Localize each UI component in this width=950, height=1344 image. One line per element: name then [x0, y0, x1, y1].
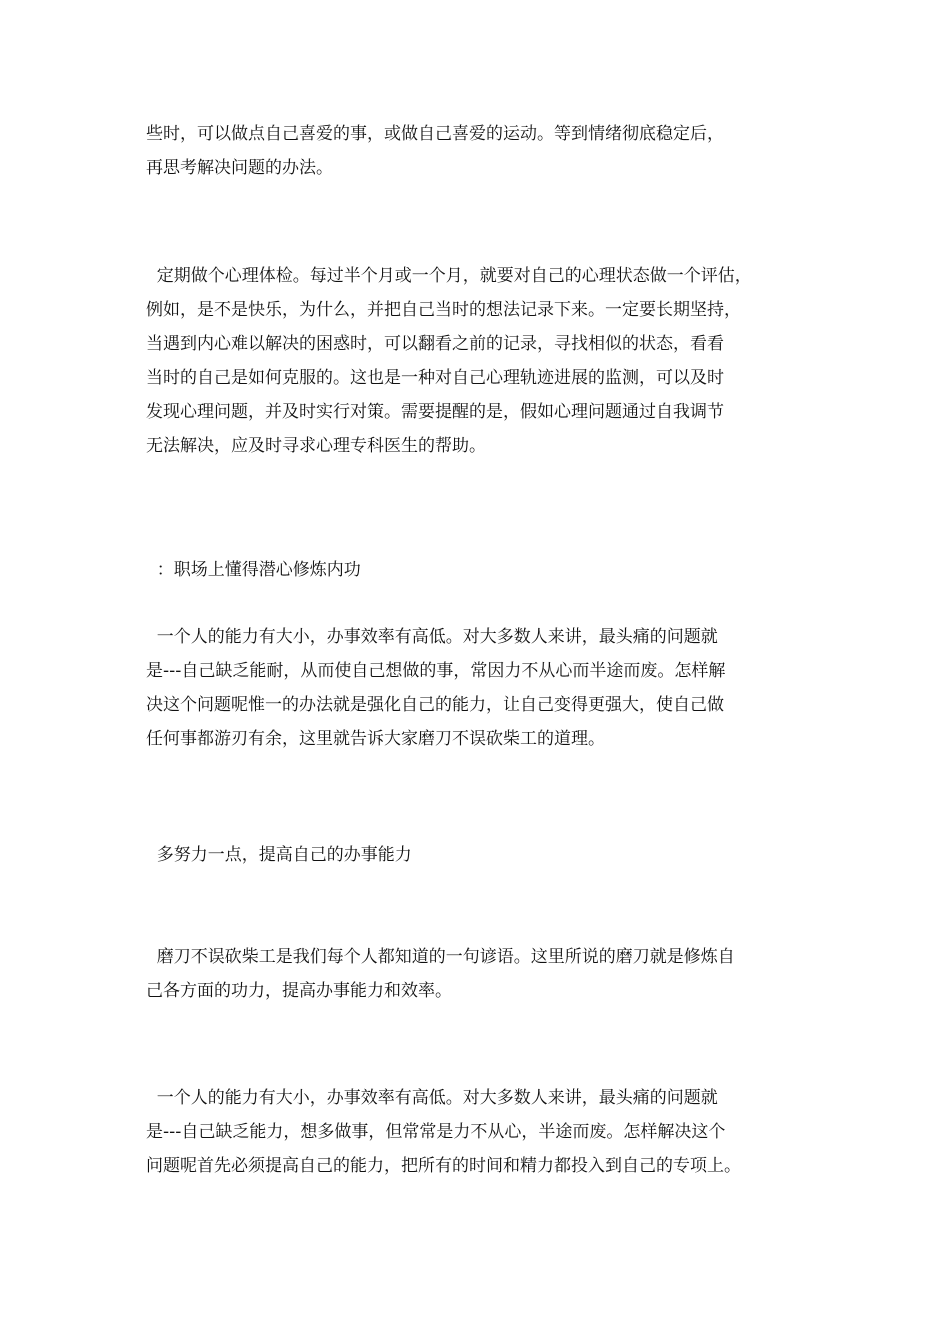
section-heading-effort — [146, 838, 826, 872]
paragraph-psych-checkup — [146, 259, 826, 463]
text-line: 决这个问题呢惟一的办法就是强化自己的能力，让自己变得更强大，使自己做 — [146, 695, 724, 715]
text-line: ：职场上懂得潜心修炼内功 — [146, 560, 361, 580]
paragraph-ability — [146, 620, 826, 756]
text-line: 无法解决，应及时寻求心理专科医生的帮助。 — [146, 436, 486, 456]
text-line: 例如，是不是快乐，为什么，并把自己当时的想法记录下来。一定要长期坚持， — [146, 300, 741, 320]
text-line: 发现心理问题，并及时实行对策。需要提醒的是，假如心理问题通过自我调节 — [146, 402, 724, 422]
text-line: 己各方面的功力，提高办事能力和效率。 — [146, 981, 452, 1001]
text-line: 当时的自己是如何克服的。这也是一种对自己心理轨迹进展的监测，可以及时 — [146, 368, 724, 388]
text-line: 是---自己缺乏能力，想多做事，但常常是力不从心，半途而废。怎样解决这个 — [146, 1122, 726, 1142]
text-line: 磨刀不误砍柴工是我们每个人都知道的一句谚语。这里所说的磨刀就是修炼自 — [146, 947, 735, 967]
text-line: 一个人的能力有大小，办事效率有高低。对大多数人来讲，最头痛的问题就 — [146, 1088, 718, 1108]
paragraph-sharpen-knife — [146, 940, 826, 1008]
text-line: 些时，可以做点自己喜爱的事，或做自己喜爱的运动。等到情绪彻底稳定后， — [146, 124, 724, 144]
text-line: 多努力一点，提高自己的办事能力 — [146, 845, 412, 865]
text-line: 定期做个心理体检。每过半个月或一个月，就要对自己的心理状态做一个评估， — [146, 266, 752, 286]
text-line: 问题呢首先必须提高自己的能力，把所有的时间和精力都投入到自己的专项上。 — [146, 1156, 741, 1176]
text-line: 再思考解决问题的办法。 — [146, 158, 333, 178]
text-line: 是---自己缺乏能耐，从而使自己想做的事，常因力不从心而半途而废。怎样解 — [146, 661, 726, 681]
text-line: 当遇到内心难以解决的困惑时，可以翻看之前的记录，寻找相似的状态，看看 — [146, 334, 724, 354]
text-line: 任何事都游刃有余，这里就告诉大家磨刀不误砍柴工的道理。 — [146, 729, 605, 749]
text-line: 一个人的能力有大小，办事效率有高低。对大多数人来讲，最头痛的问题就 — [146, 627, 718, 647]
paragraph-ability-improve — [146, 1081, 826, 1183]
paragraph-emotion-stabilize — [146, 117, 826, 185]
section-heading-workplace — [146, 553, 826, 587]
